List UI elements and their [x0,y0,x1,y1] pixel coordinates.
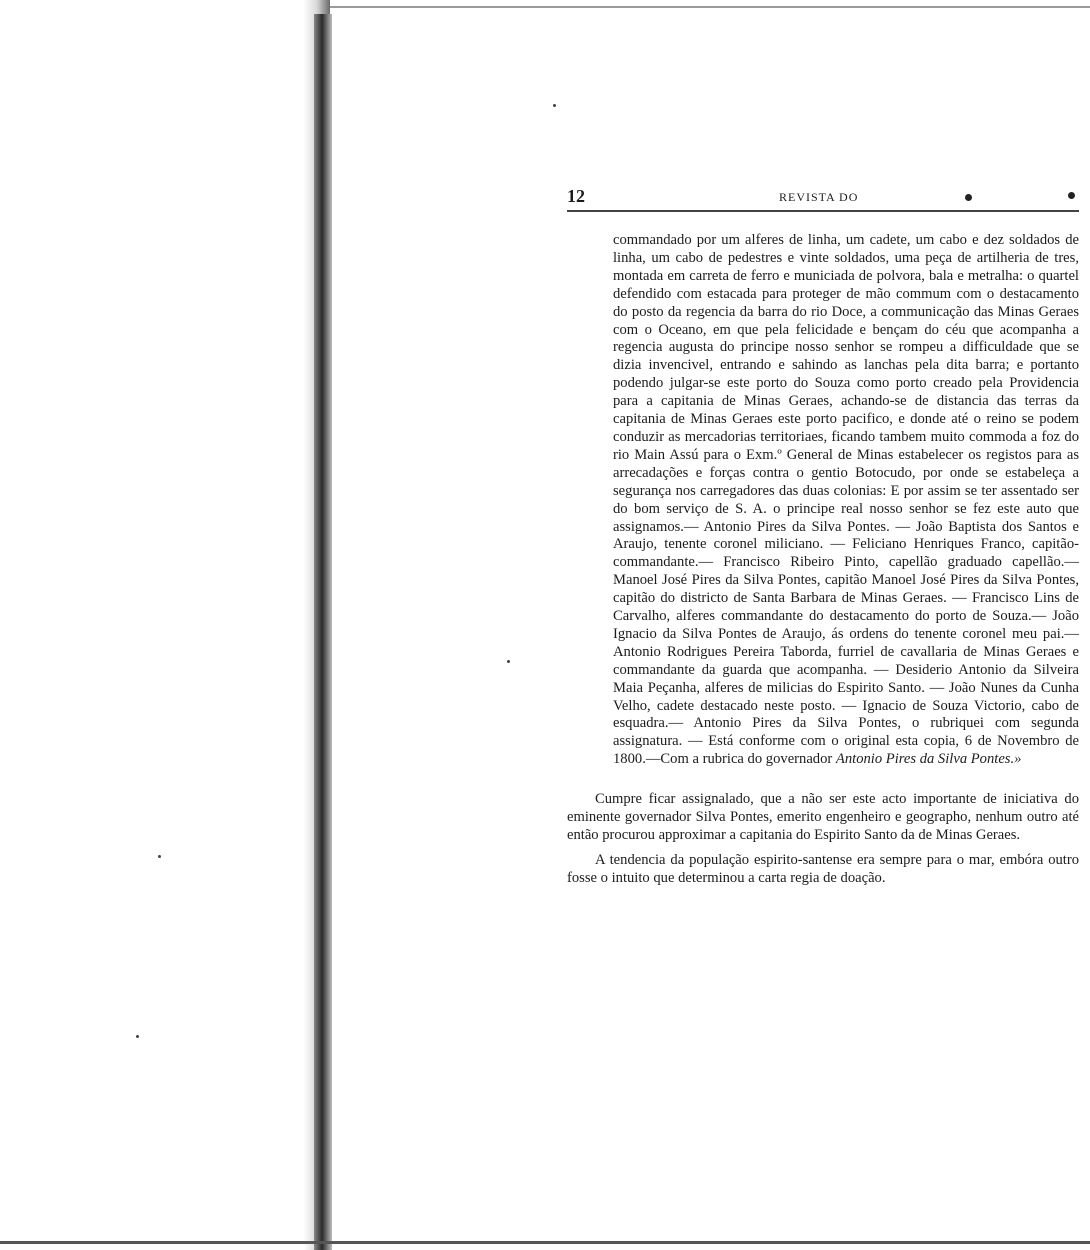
scan-speck [553,104,556,107]
bottom-edge-line [0,1241,1090,1244]
page-number: 12 [567,186,585,206]
quote-text: commandado por um alferes de linha, um cadete, um cabo e dez soldados de linha, um cabo de pedestres e vinte soldados, uma peça de artilheria de tres, montada em carreta de ferro e municiada de polvora, bala e metralha: o quartel defendido com estacada para proteger de mão commum com o destacamento do posto da regencia da barra do rio Doce, a communicação das Minas Geraes com o Oceano, em que pela felicidade e bençam do céu que acompanha a regencia augusta do principe nosso senhor se rompeu a difficuldade que se dizia invencivel, entrando e sahindo as lanchas pela dita barra; e portanto podendo julgar-se este porto do Souza como porto creado pela Providencia para a capitania de Minas Geraes, achando-se de distancia das terras da capitania de Minas Geraes este porto pacifico, e donde até o reino se podem conduzir as mercadorias territoriaes, ficando tambem muito commoda a foz do rio Main Assú para o Exm.º General de Minas estabelecer os registos para as arrecadações e forças contra o gentio Botocudo, por onde se estabeleça a segurança nos carregadores das duas colonias: E por assim se ter assentado ser do bom serviço de S. A. o principe real nosso senhor se fez este auto que assignamos.— Antonio Pires da Silva Pontes. — João Baptista dos Santos e Araujo, tenente coronel miliciano. — Feliciano Henriques Franco, capitão-commandante.— Francisco Ribeiro Pinto, capellão graduado capellão.—Manoel José Pires da Silva Pontes, capitão Manoel José Pires da Silva Pontes, capitão do districto de Santa Barbara de Minas Geraes. — Francisco Lins de Carvalho, alferes commandante do destacamento do porto de Souza.— João Ignacio da Silva Pontes de Araujo, ás ordens do tenente coronel meu pai.— Antonio Rodrigues Pereira Taborda, furriel de cavallaria de Minas Geraes e commandante da guarda que acompanha. — Desiderio Antonio da Silveira Maia Peçanha, alferes de milicias do Espirito Santo. — João Nunes da Cunha Velho, cadete destacado neste posto. — Ignacio de Souza Victorio, cabo de esquadra.— Antonio Pires da Silva Pontes, o rubriquei com segunda assignatura. — Está conforme com o original esta copia, 6 de Novembro de 1800.—Com a rubrica do governador [613,232,1079,768]
quoted-document [613,232,1079,769]
header-ornament [965,194,972,201]
page-edge [314,14,332,1250]
paragraph: A tendencia da população espirito-santense era sempre para o mar, embóra outro fosse o intuito que determinou a carta regia de doação. [567,851,1079,886]
quote-signature: Antonio Pires da Silva Pontes.» [835,751,1022,768]
page-header [567,186,1079,210]
running-title: REVISTA DO [779,190,859,204]
scan-speck [507,660,510,663]
header-rule [567,210,1079,212]
scan-speck [136,1035,139,1038]
header-ornament [1068,192,1075,199]
top-edge-line [330,6,1090,8]
page-body [567,232,1079,888]
book-gutter-shadow [0,0,330,1250]
scan-speck [158,855,161,858]
paragraph: Cumpre ficar assignalado, que a não ser este acto importante de iniciativa do eminente governador Silva Pontes, emerito engenheiro e geographo, nenhum outro até então procurou approximar a capitania do Espirito Santo da de Minas Geraes. [567,791,1079,843]
